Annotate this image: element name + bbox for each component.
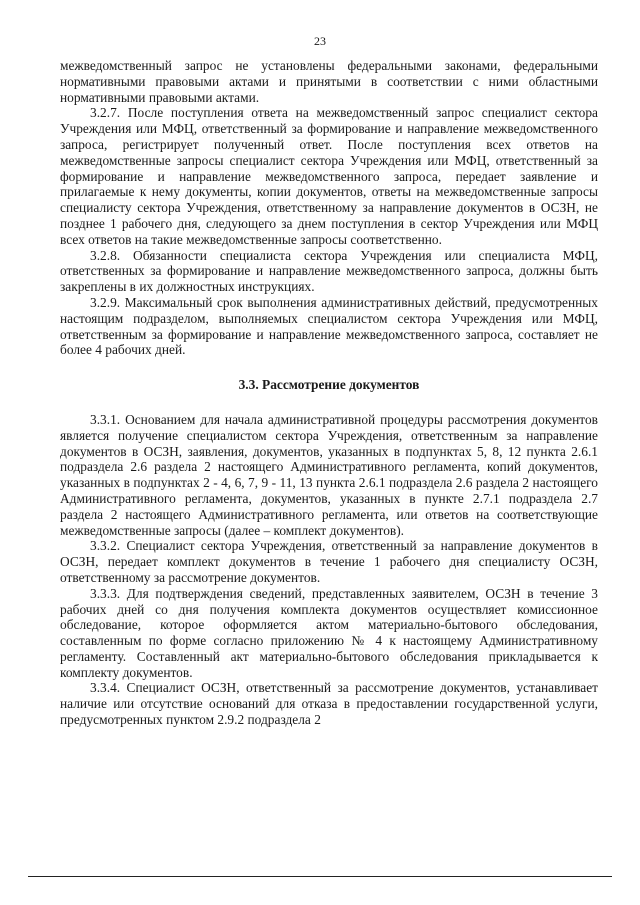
paragraph-3-3-2: 3.3.2. Специалист сектора Учреждения, ответственный за направление документов в ОСЗН, передает комплект документов в течение 1 рабочего дня специалисту ОСЗН, ответственному за рассмотрение документов. [60, 538, 598, 585]
paragraph-3-2-8: 3.2.8. Обязанности специалиста сектора Учреждения или специалиста МФЦ, ответственных за формирование и направление межведомственного запроса, должны быть закреплены в их должностных инструкциях. [60, 247, 598, 295]
paragraph-3-2-9: 3.2.9. Максимальный срок выполнения административных действий, предусмотренных настоящим подразделом, выполняемых специалистом сектора Учреждения или МФЦ, ответственным за формирование и направление межведомственного запроса, составляет не более 4 рабочих дней. [60, 294, 598, 358]
paragraph-3-2-7: 3.2.7. После поступления ответа на межведомственный запрос специалист сектора Учреждения или МФЦ, ответственный за формирование и направление межведомственного запроса, регистрирует полученный ответ. После поступления всех ответов на межведомственные запросы специалист сектора Учреждения или МФЦ, ответственный за формирование и направление межведомственного запроса, передает заявление и прилагаемые к нему документы, копии документов, ответы на межведомственные запросы специалисту сектора Учреждения, ответственному за направление документов в ОСЗН, не позднее 1 рабочего дня, следующего за днем поступления в сектор Учреждения или МФЦ всех ответов на такие межведомственные запросы соответственно. [60, 105, 598, 247]
document-body [60, 58, 598, 728]
paragraph-3-3-4: 3.3.4. Специалист ОСЗН, ответственный за рассмотрение документов, устанавливает наличие или отсутствие оснований для отказа в предоставлении государственной услуги, предусмотренных пунктом 2.9.2 подраздела 2 [60, 680, 598, 728]
section-heading: 3.3. Рассмотрение документов [238, 377, 420, 393]
footer-divider [28, 876, 612, 877]
paragraph-3-3-3: 3.3.3. Для подтверждения сведений, представленных заявителем, ОСЗН в течение 3 рабочих дней со дня получения комплекта документов осуществляет комиссионное обследование, которое оформляется актом материально-бытового обследования, составленным по форме согласно приложению № 4 к настоящему Административному регламенту. Составленный акт материально-бытового обследования прикладывается к комплекту документов. [60, 585, 598, 680]
page-number: 23 [314, 34, 326, 48]
paragraph-continuation: межведомственный запрос не установлены федеральными законами, федеральными нормативными правовыми актами и принятыми в соответствии с ними областными нормативными правовыми актами. [60, 58, 598, 105]
paragraph-3-3-1: 3.3.1. Основанием для начала административной процедуры рассмотрения документов является получение специалистом сектора Учреждения, ответственным за направление документов в ОСЗН, заявления, документов, указанных в подпунктах 5, 8, 12 пункта 2.6.1 подраздела 2.6 раздела 2 настоящего Административного регламента, копий документов, указанных в подпунктах 2 - 4, 6, 7, 9 - 11, 13 пункта 2.6.1 подраздела 2.6 раздела 2 настоящего Административного регламента, документов, указанных в пункте 2.7.1 подраздела 2.7 раздела 2 настоящего Административного регламента, или ответов на соответствующие межведомственные запросы (далее – комплект документов). [60, 411, 598, 538]
